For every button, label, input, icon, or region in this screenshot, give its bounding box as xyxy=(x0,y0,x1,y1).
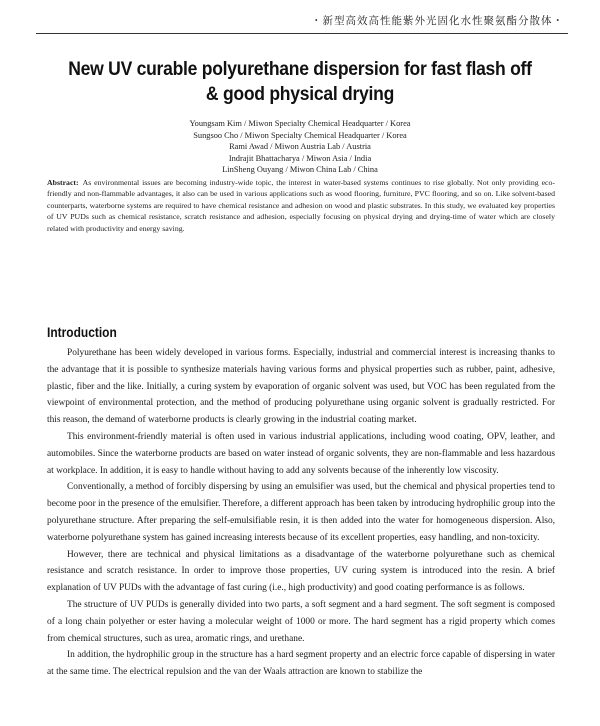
section-heading-introduction: Introduction xyxy=(47,325,117,340)
author-line: Sungsoo Cho / Miwon Specialty Chemical Headquarter / Korea xyxy=(193,130,407,140)
paragraph: This environment-friendly material is often used in various industrial applications, including wood coating, OPV, leather, and automobiles. Since the waterborne products are based on water instead of organic solvents, they are non-flammable and less hazardous at workplace. In addition, it is easy to handle without having to add any solvents because of the inherently low viscosity. xyxy=(47,431,555,476)
abstract-label: Abstract: xyxy=(47,178,79,187)
paragraph: In addition, the hydrophilic group in the structure has a hard segment property and an electric force capable of dispersing in water at the same time. The electrical repulsion and the van der Waals attraction are known to stabilize the xyxy=(47,650,555,678)
paragraph: Conventionally, a method of forcibly dispersing by using an emulsifier was used, but the chemical and physical properties tend to become poor in the presence of the emulsifier. Therefore, a different approach has been taken by introducing hydrophilic group into the polyurethane structure. After preparing the self-emulsifiable resin, it is then added into the water for homogeneous dispersion. Also, waterborne polyurethane system has gained increasing interests because of its excellent properties, easy handling, and non-toxicity. xyxy=(47,482,555,543)
author-line: LinSheng Ouyang / Miwon China Lab / China xyxy=(222,165,378,174)
author-line: Rami Awad / Miwon Austria Lab / Austria xyxy=(229,142,371,151)
author-line: Indrajit Bhattacharya / Miwon Asia / India xyxy=(228,153,372,163)
title-line-2: & good physical drying xyxy=(205,83,395,105)
author-list xyxy=(60,118,540,176)
running-header: ・新型高效高性能紫外光固化水性聚氨酯分散体・ xyxy=(311,15,564,27)
paragraph: Polyurethane has been widely developed in various forms. Especially, industrial and commercial interest is increasing thanks to the advantage that it is possible to synthesize materials having various forms and physical properties such as rubber, paint, adhesive, plastic, fiber and the like. Initially, a curing system by evaporation of organic solvent was used, but VOC has been regulated from the viewpoint of environmental protection, and the method of producing polyurethane using organic solvent is gradually restricted. For this reason, the demand of waterborne products is clearly growing in the industrial coating market. xyxy=(47,348,555,426)
paper-title xyxy=(66,57,534,107)
header-rule xyxy=(36,33,568,34)
abstract xyxy=(47,177,555,234)
paragraph: However, there are technical and physical limitations as a disadvantage of the waterborne polyurethane such as chemical resistance and scratch resistance. In order to improve those properties, UV curing system is introduced into the resin. A brief explanation of UV PUDs with the advantage of fast curing (i.e., high productivity) and good coating performance is as follows. xyxy=(47,549,555,594)
author-line: Youngsam Kim / Miwon Specialty Chemical Headquarter / Korea xyxy=(189,119,411,128)
paragraph: The structure of UV PUDs is generally divided into two parts, a soft segment and a hard segment. The soft segment is composed of a long chain polyether or ester having a molecular weight of 1000 or more. The hard segment has a rigid property which comes from chemical structures, such as urea, aromatic rings, and urethane. xyxy=(47,599,555,644)
title-line-1: New UV curable polyurethane dispersion for fast flash off xyxy=(68,58,532,80)
abstract-text: As environmental issues are becoming industry-wide topic, the interest in water-based systems continues to rise globally. Not only providing eco-friendly and non-flammable advantages, it also can be used in various applications such as wood flooring, furniture, PVC flooring, and so on. Like solvent-based counterparts, waterborne systems are required to have chemical resistance and adhesion on wood and plastic substrates. In this study, we evaluated key properties of UV PUDs such as chemical resistance, scratch resistance and adhesion, especially focusing on physical drying and drying-time of water which are closely related with productivity and energy saving. xyxy=(47,178,555,233)
body-text xyxy=(47,345,555,681)
